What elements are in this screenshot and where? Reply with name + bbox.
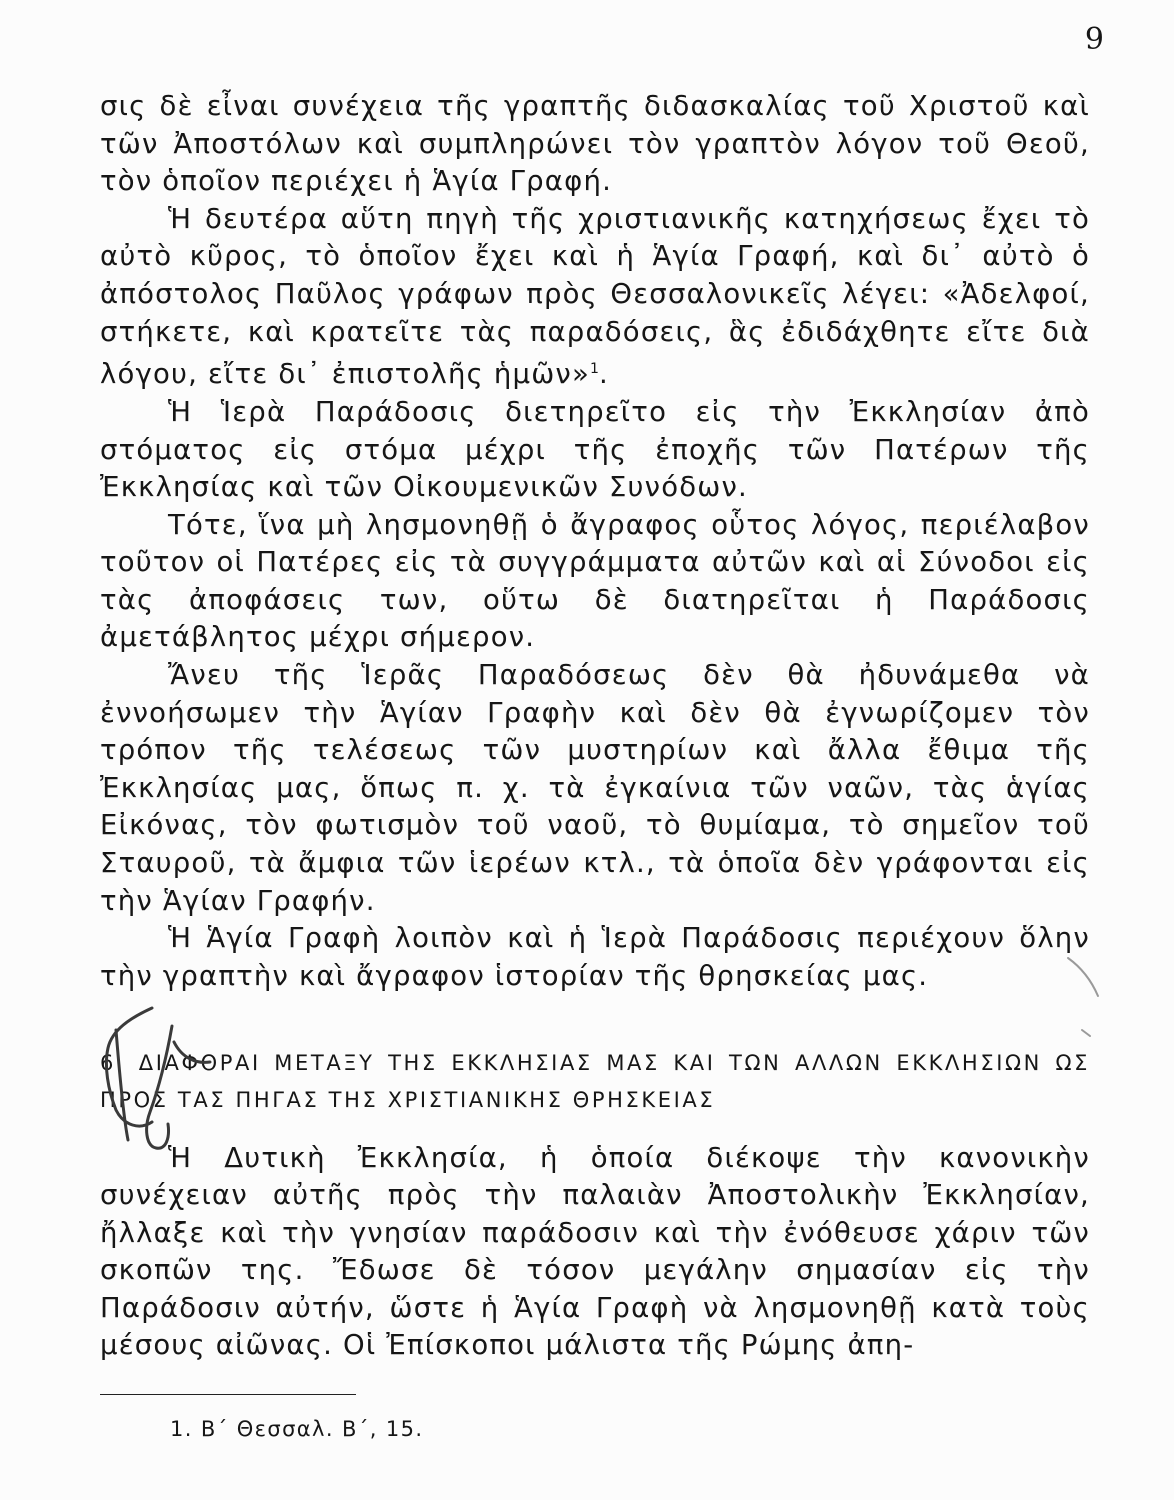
footnote-reference-period: . [598, 358, 609, 391]
body-text [100, 88, 1090, 995]
paragraph-fathers-synods: Τότε, ἵνα μὴ λησμονηθῇ ὁ ἄγραφος οὗτος λόγος, περιέλαβον τοῦτον οἱ Πατέρες εἰς τὰ συγγράμματα αὐτῶν καὶ αἱ Σύνοδοι εἰς τὰς ἀποφάσεις των, οὕτω δὲ διατηρεῖται ἡ Παράδοσις ἀμετάβλητος μέχρι σήμερον. [100, 508, 1090, 654]
section-text [100, 1140, 1090, 1364]
paragraph-source-authority [100, 201, 1090, 394]
footnote: 1. Β΄ Θεσσαλ. Β΄, 15. [170, 1417, 424, 1441]
footnote-divider [100, 1394, 356, 1395]
paragraph-scripture-and-tradition: Ἡ Ἁγία Γραφὴ λοιπὸν καὶ ἡ Ἱερὰ Παράδοσις περιέχουν ὅλην τὴν γραπτὴν καὶ ἄγραφον ἱστορίαν τῆς θρησκείας μας. [100, 922, 1090, 992]
paragraph-continuation: σις δὲ εἶναι συνέχεια τῆς γραπτῆς διδασκαλίας τοῦ Χριστοῦ καὶ τῶν Ἀποστόλων καὶ συμπληρώνει τὸν γραπτὸν λόγον τοῦ Θεοῦ, τὸν ὁποῖον περιέχει ἡ Ἁγία Γραφή. [100, 90, 1090, 198]
page-number: 9 [1084, 22, 1104, 57]
paragraph-source-authority-text: Ἡ δευτέρα αὕτη πηγὴ τῆς χριστιανικῆς κατηχήσεως ἔχει τὸ αὐτὸ κῦρος, τὸ ὁποῖον ἔχει καὶ ἡ Ἁγία Γραφή, καὶ δι᾽ αὐτὸ ὁ ἀπόστολος Παῦλος γράφων πρὸς Θεσσαλονικεῖς λέγει: «Ἀδελφοί, στήκετε, καὶ κρατεῖτε τὰς παραδόσεις, ἃς ἐδιδάχθητε εἴτε διὰ λόγου, εἴτε δι᾽ ἐπιστολῆς ἡμῶν» [100, 202, 1090, 391]
paragraph-oral-tradition: Ἡ Ἱερὰ Παράδοσις διετηρεῖτο εἰς τὴν Ἐκκλησίαν ἀπὸ στόματος εἰς στόμα μέχρι τῆς ἐποχῆς τῶν Πατέρων τῆς Ἐκκλησίας καὶ τῶν Οἰκουμενικῶν Συνόδων. [100, 395, 1090, 504]
paragraph-without-tradition: Ἄνευ τῆς Ἱερᾶς Παραδόσεως δὲν θὰ ἠδυνάμεθα νὰ ἐννοήσωμεν τὴν Ἁγίαν Γραφὴν καὶ δὲν θὰ ἐγνωρίζομεν τὸν τρόπον τῆς τελέσεως τῶν μυστηρίων καὶ ἄλλα ἔθιμα τῆς Ἐκκλησίας μας, ὅπως π. χ. τὰ ἐγκαίνια τῶν ναῶν, τὰς ἁγίας Εἰκόνας, τὸν φωτισμὸν τοῦ ναοῦ, τὸ θυμίαμα, τὸ σημεῖον τοῦ Σταυροῦ, τὰ ἄμφια τῶν ἱερέων κτλ., τὰ ὁποῖα δὲν γράφονται εἰς τὴν Ἁγίαν Γραφήν. [100, 659, 1090, 917]
paragraph-western-church: Ἡ Δυτικὴ Ἐκκλησία, ἡ ὁποία διέκοψε τὴν κανονικὴν συνέχειαν αὐτῆς πρὸς τὴν παλαιὰν Ἀποστολικὴν Ἐκκλησίαν, ἤλλαξε καὶ τὴν γνησίαν παράδοσιν καὶ τὴν ἐνόθευσε χάριν τῶν σκοπῶν της. Ἔδωσε δὲ τόσον μεγάλην σημασίαν εἰς τὴν Παράδοσιν αὐτήν, ὥστε ἡ Ἁγία Γραφὴ νὰ λησμονηθῇ κατὰ τοὺς μέσους αἰῶνας. Οἱ Ἐπίσκοποι μάλιστα τῆς Ρώμης ἀπη- [100, 1142, 1090, 1362]
section-heading: 6. ΔΙΑΦΟΡΑΙ ΜΕΤΑΞΥ ΤΗΣ ΕΚΚΛΗΣΙΑΣ ΜΑΣ ΚΑΙ ΤΩΝ ΑΛΛΩΝ ΕΚΚΛΗΣΙΩΝ ΩΣ ΠΡΟΣ ΤΑΣ ΠΗΓΑΣ ΤΗΣ ΧΡΙΣΤΙΑΝΙΚΗΣ ΘΡΗΣΚΕΙΑΣ [100, 1051, 1090, 1112]
footnote-reference: 1 [590, 361, 599, 378]
